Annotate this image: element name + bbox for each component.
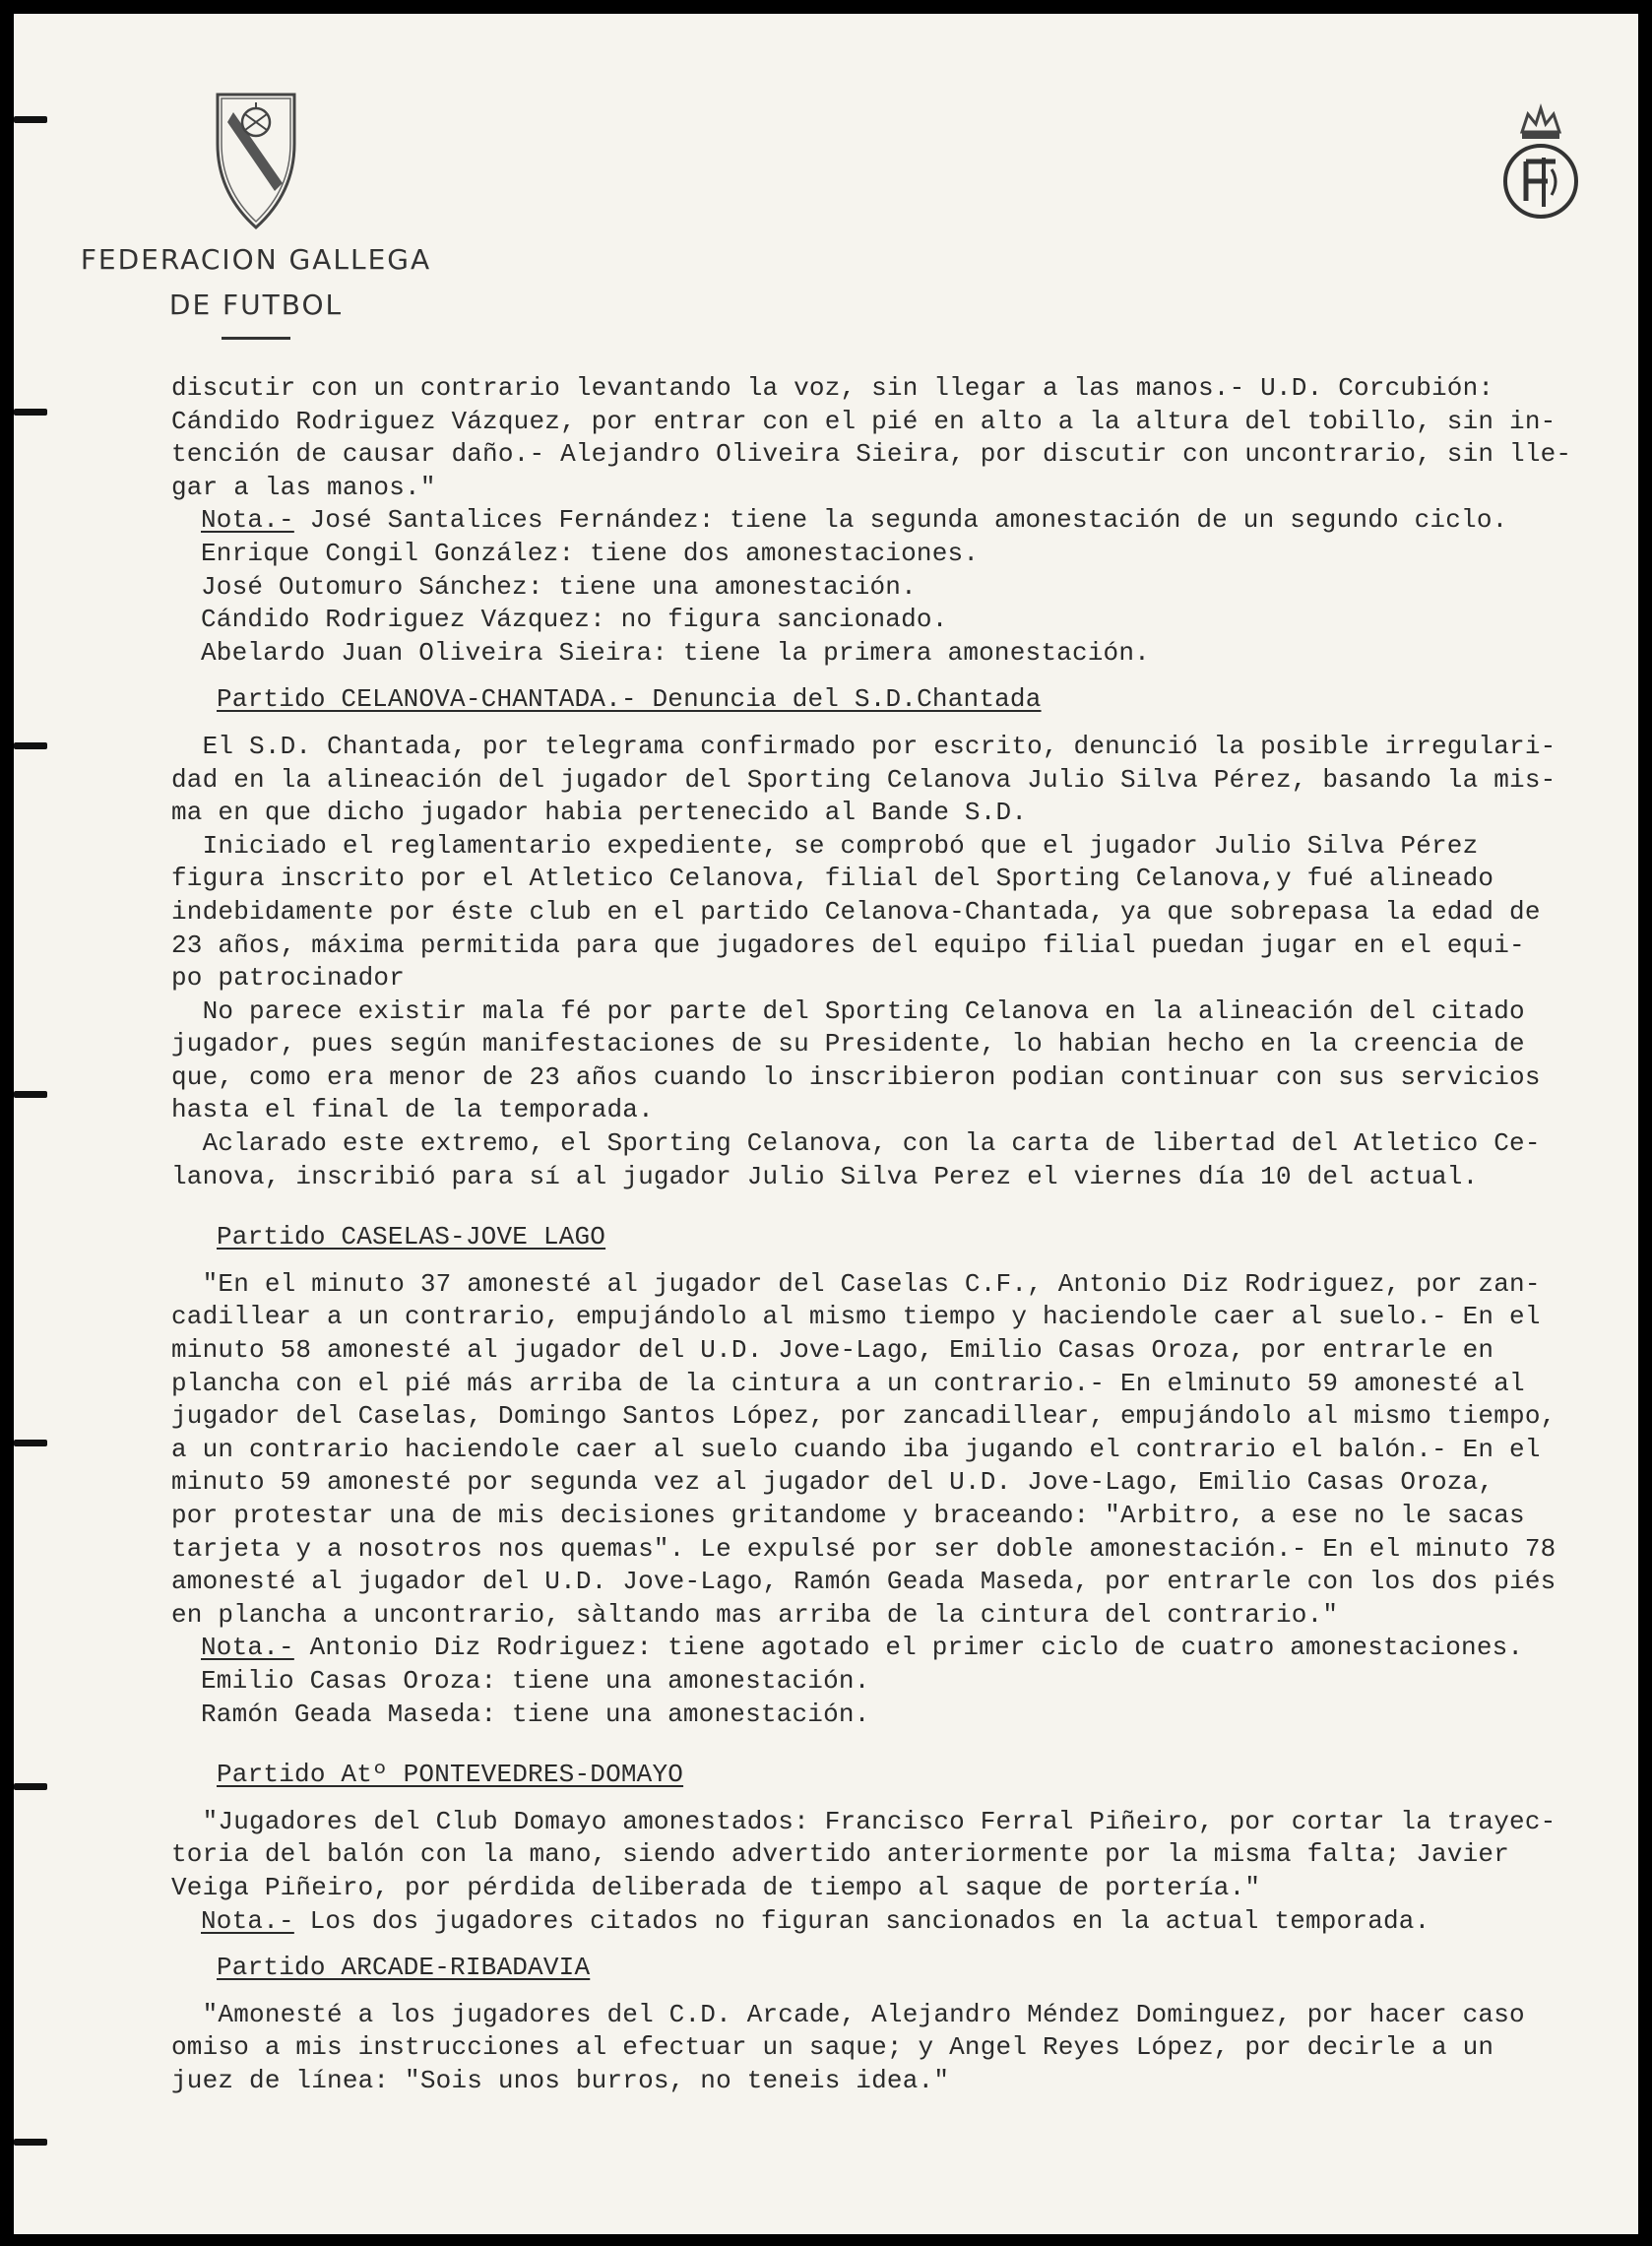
text-line: Veiga Piñeiro, por pérdida deliberada de tiempo al saque de portería." <box>171 1872 1261 1902</box>
text-line: lanova, inscribió para sí al jugador Julio Silva Perez el viernes día 10 del actual. <box>171 1161 1479 1191</box>
text-line: minuto 59 amonesté por segunda vez al jugador del U.D. Jove-Lago, Emilio Casas Oroza, <box>171 1467 1494 1498</box>
document-page <box>14 14 1638 2234</box>
note-text: José Santalices Fernández: tiene la segunda amonestación de un segundo ciclo. <box>293 505 1508 536</box>
note-label: Nota.- <box>201 505 294 536</box>
note-line: José Outomuro Sánchez: tiene una amonestación. <box>201 571 917 602</box>
text-line: amonesté al jugador del U.D. Jove-Lago, Ramón Geada Maseda, por entrarle con los dos piés <box>171 1567 1557 1597</box>
note-line: Enrique Congil González: tiene dos amonestaciones. <box>201 538 980 568</box>
text-line: hasta el final de la temporada. <box>171 1095 654 1125</box>
text-line: discutir con un contrario levantando la voz, sin llegar a las manos.- U.D. Corcubión: <box>171 373 1494 403</box>
text-line: toria del balón con la mano, siendo advertido anteriormente por la misma falta; Javier <box>171 1839 1510 1870</box>
binder-tab <box>14 2139 47 2146</box>
text-line: jugador, pues según manifestaciones de su Presidente, lo habian hecho en la creencia de <box>171 1029 1525 1059</box>
text-line: "Amonesté a los jugadores del C.D. Arcade, Alejandro Méndez Dominguez, por hacer caso <box>171 1999 1525 2029</box>
text-line: plancha con el pié más arriba de la cintura a un contrario.- En elminuto 59 amonesté al <box>171 1368 1525 1398</box>
binder-tab <box>14 1440 47 1446</box>
text-line: omiso a mis instrucciones al efectuar un saque; y Angel Reyes López, por decirle a un <box>171 2032 1494 2063</box>
note-label: Nota.- <box>201 1633 294 1663</box>
text-line: figura inscrito por el Atletico Celanova, filial del Sporting Celanova,y fué alineado <box>171 864 1494 894</box>
text-line: que, como era menor de 23 años cuando lo inscribieron podian continuar con sus servicios <box>171 1061 1541 1092</box>
binder-tab <box>14 1091 47 1098</box>
binder-tab <box>14 742 47 749</box>
text-line: "En el minuto 37 amonesté al jugador del Caselas C.F., Antonio Diz Rodriguez, por zan- <box>171 1268 1541 1299</box>
federation-name-line1: FEDERACION GALLEGA <box>80 243 432 276</box>
note-text: Antonio Diz Rodriguez: tiene agotado el primer ciclo de cuatro amonestaciones. <box>293 1633 1524 1663</box>
text-line: Aclarado este extremo, el Sporting Celanova, con la carta de libertad del Atletico Ce- <box>171 1128 1541 1159</box>
note-line: Ramón Geada Maseda: tiene una amonestación. <box>201 1699 870 1729</box>
text-line: a un contrario haciendole caer al suelo cuando iba jugando el contrario el balón.- En el <box>171 1434 1541 1464</box>
text-line: No parece existir mala fé por parte del Sporting Celanova en la alineación del citado <box>171 995 1525 1026</box>
text-line: dad en la alineación del jugador del Sporting Celanova Julio Silva Pérez, basando la mis- <box>171 764 1557 795</box>
text-line: cadillear a un contrario, empujándolo al mismo tiempo y haciendole caer al suelo.- En el <box>171 1302 1541 1332</box>
note-line <box>171 504 1628 538</box>
text-line: minuto 58 amonesté al jugador del U.D. Jove-Lago, Emilio Casas Oroza, por entrarle en <box>171 1335 1494 1366</box>
text-line: tarjeta y a nosotros nos quemas". Le expulsé por ser doble amonestación.- En el minuto 78 <box>171 1533 1557 1564</box>
document-body <box>171 372 1628 2098</box>
text-line: jugador del Caselas, Domingo Santos López, por zancadillear, empujándolo al mismo tiempo, <box>171 1401 1557 1432</box>
note-line: Emilio Casas Oroza: tiene una amonestación. <box>201 1665 870 1696</box>
text-line: indebidamente por éste club en el partido Celanova-Chantada, ya que sobrepasa la edad de <box>171 896 1541 927</box>
note-label: Nota.- <box>201 1905 294 1936</box>
header-rule <box>222 337 290 340</box>
royal-emblem-icon <box>1498 96 1583 225</box>
text-line: tención de causar daño.- Alejandro Oliveira Sieira, por discutir con uncontrario, sin lle- <box>171 439 1572 470</box>
binder-tab <box>14 1783 47 1790</box>
section-heading-pontevedres: Partido Atº PONTEVEDRES-DOMAYO <box>217 1760 684 1790</box>
note-line: Abelardo Juan Oliveira Sieira: tiene la primera amonestación. <box>201 637 1150 668</box>
text-line: en plancha a uncontrario, sàltando mas arriba de la cintura del contrario." <box>171 1599 1339 1630</box>
text-line: por protestar una de mis decisiones gritandome y braceando: "Arbitro, a ese no le sacas <box>171 1501 1525 1530</box>
note-line: Cándido Rodriguez Vázquez: no figura sancionado. <box>201 605 948 635</box>
text-line: "Jugadores del Club Domayo amonestados: Francisco Ferral Piñeiro, por cortar la trayec- <box>171 1806 1557 1836</box>
text-line: gar a las manos." <box>171 472 436 502</box>
text-line: ma en que dicho jugador habia pertenecido al Bande S.D. <box>171 798 1028 828</box>
text-line: po patrocinador <box>171 963 406 994</box>
letterhead <box>79 85 433 340</box>
note-line <box>171 1632 1628 1665</box>
federation-name-line2: DE FUTBOL <box>168 289 344 321</box>
section-heading-caselas: Partido CASELAS-JOVE LAGO <box>217 1222 606 1252</box>
binder-tab <box>14 409 47 416</box>
text-line: 23 años, máxima permitida para que jugadores del equipo filial puedan jugar en el equi- <box>171 930 1525 960</box>
binder-tab <box>14 116 47 123</box>
text-line: El S.D. Chantada, por telegrama confirmado por escrito, denunció la posible irregulari- <box>171 731 1557 761</box>
note-text: Los dos jugadores citados no figuran sancionados en la actual temporada. <box>293 1905 1430 1936</box>
section-heading-arcade: Partido ARCADE-RIBADAVIA <box>217 1953 591 1983</box>
text-line: juez de línea: "Sois unos burros, no teneis idea." <box>171 2065 950 2095</box>
federation-crest-icon <box>212 85 300 232</box>
text-line: Cándido Rodriguez Vázquez, por entrar con el pié en alto a la altura del tobillo, sin in- <box>171 406 1557 436</box>
section-heading-celanova: Partido CELANOVA-CHANTADA.- Denuncia del S.D.Chantada <box>217 684 1042 715</box>
text-line: Iniciado el reglamentario expediente, se comprobó que el jugador Julio Silva Pérez <box>171 830 1479 861</box>
note-line <box>171 1905 1628 1939</box>
